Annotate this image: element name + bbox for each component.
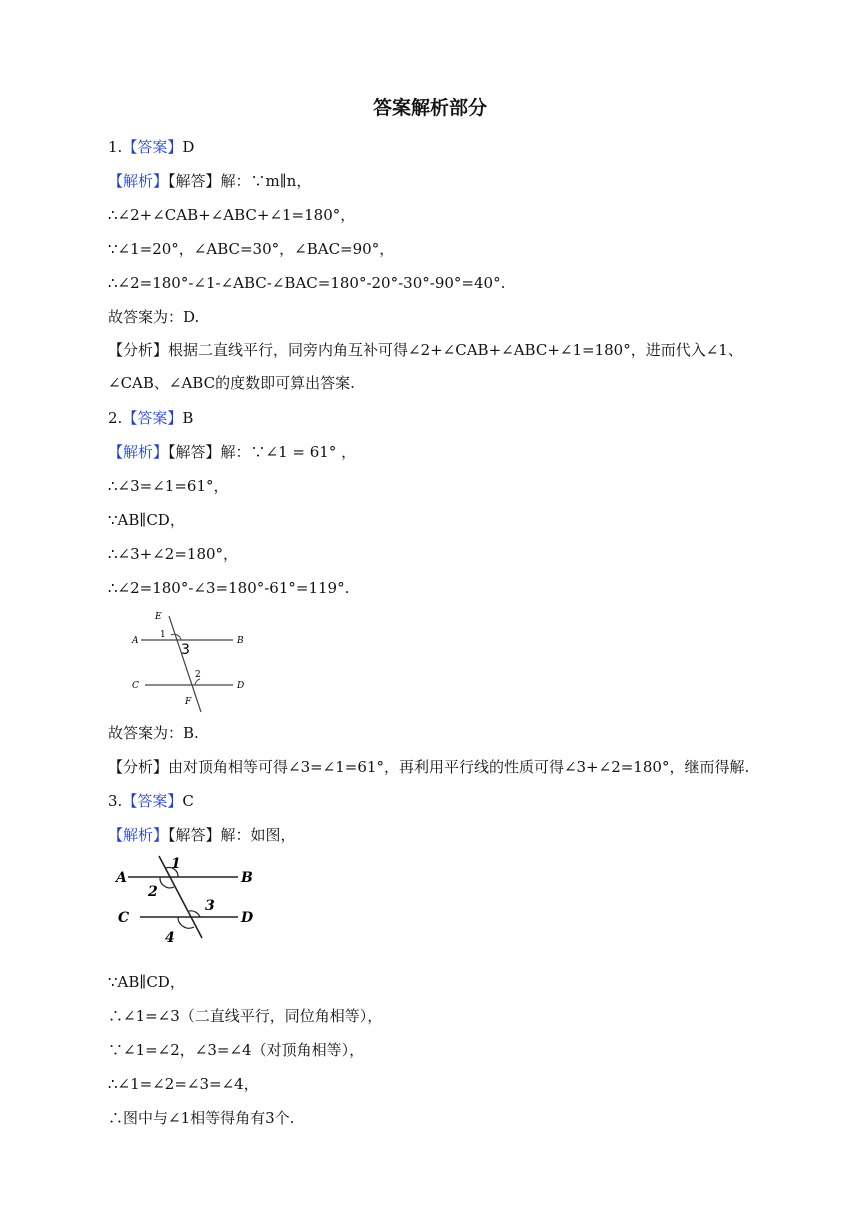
q1-analysis: 【分析】根据二直线平行，同旁内角互补可得∠2+∠CAB+∠ABC+∠1=180°，进而代入∠1、∠CAB、∠ABC的度数即可算出答案.	[108, 341, 743, 392]
q1-solution-line-2: ∴∠2+∠CAB+∠ABC+∠1=180°，	[108, 206, 356, 224]
q3-answer: C	[182, 792, 194, 810]
q2-solution-line-5: ∴∠2=180°-∠3=180°-61°=119°.	[108, 579, 350, 597]
q2-label-f: F	[185, 697, 192, 707]
q2-answer-tag: 【答案】	[122, 409, 183, 427]
q3-label-1: 1	[171, 856, 181, 872]
q3-solution-line-4: ∵∠1=∠2，∠3=∠4（对顶角相等），	[108, 1041, 365, 1059]
q2-line-text: 【解答】解：∵∠1 = 61° ，	[168, 443, 357, 461]
q3-label-c: C	[118, 910, 130, 926]
q3-label-a: A	[116, 870, 127, 886]
q1-solution-line-3: ∵∠1=20°，∠ABC=30°，∠BAC=90°，	[108, 240, 395, 258]
q3-label-4: 4	[165, 930, 175, 946]
q2-solution-line-4: ∴∠3+∠2=180°，	[108, 545, 239, 563]
q2-figure	[125, 608, 255, 716]
q1-answer-line	[108, 137, 194, 157]
q1-conclusion: 故答案为：D.	[108, 308, 200, 326]
q1-answer-tag: 【答案】	[122, 138, 183, 156]
q2-label-c: C	[132, 681, 139, 691]
q2-label-d: D	[237, 681, 245, 691]
q3-solution-line-6: ∴图中与∠1相等得角有3个.	[108, 1109, 295, 1127]
q2-label-3: 3	[181, 642, 190, 658]
q1-solution-line-1	[108, 171, 311, 191]
q2-label-a: A	[132, 636, 139, 646]
q3-label-d: D	[241, 910, 254, 926]
q3-jiexi-tag: 【解析】	[108, 826, 169, 844]
q2-answer-line	[108, 408, 193, 428]
q3-label-2: 2	[148, 884, 158, 900]
q3-figure	[112, 852, 262, 948]
q2-answer: B	[182, 409, 194, 427]
q3-solution-line-5: ∴∠1=∠2=∠3=∠4，	[108, 1075, 259, 1093]
q1-line-text: 【解答】解：∵m∥n，	[168, 172, 312, 190]
q2-label-e: E	[155, 612, 162, 622]
q3-label-3: 3	[205, 898, 215, 914]
q3-label-b: B	[241, 870, 253, 886]
q2-number: 2.	[108, 409, 123, 427]
q2-label-b: B	[237, 636, 244, 646]
q3-answer-line	[108, 791, 194, 811]
q1-solution-line-4: ∴∠2=180°-∠1-∠ABC-∠BAC=180°-20°-30°-90°=40°.	[108, 274, 506, 292]
q2-solution-line-1	[108, 442, 356, 462]
q2-jiexi-tag: 【解析】	[108, 443, 169, 461]
q1-answer: D	[182, 138, 195, 156]
page-title: 答案解析部分	[372, 97, 487, 119]
q3-solution-line-3: ∴∠1=∠3（二直线平行，同位角相等），	[108, 1007, 383, 1025]
q1-jiexi-tag: 【解析】	[108, 172, 169, 190]
q2-label-2: 2	[195, 670, 201, 680]
q2-label-1: 1	[160, 630, 166, 640]
q2-solution-line-3: ∵AB∥CD，	[108, 511, 185, 529]
q3-intro-text: 【解答】解：如图，	[168, 826, 296, 844]
q1-number: 1.	[108, 138, 123, 156]
q3-number: 3.	[108, 792, 123, 810]
q3-answer-tag: 【答案】	[122, 792, 183, 810]
q3-solution-line-2: ∵AB∥CD，	[108, 973, 185, 991]
q3-angle-2-arc	[160, 877, 174, 888]
q2-analysis: 【分析】由对顶角相等可得∠3=∠1=61°，再利用平行线的性质可得∠3+∠2=180°，继而得解.	[108, 758, 750, 776]
q2-solution-line-2: ∴∠3=∠1=61°，	[108, 477, 229, 495]
q3-solution-line-1	[108, 825, 296, 845]
q2-conclusion: 故答案为：B.	[108, 724, 199, 742]
